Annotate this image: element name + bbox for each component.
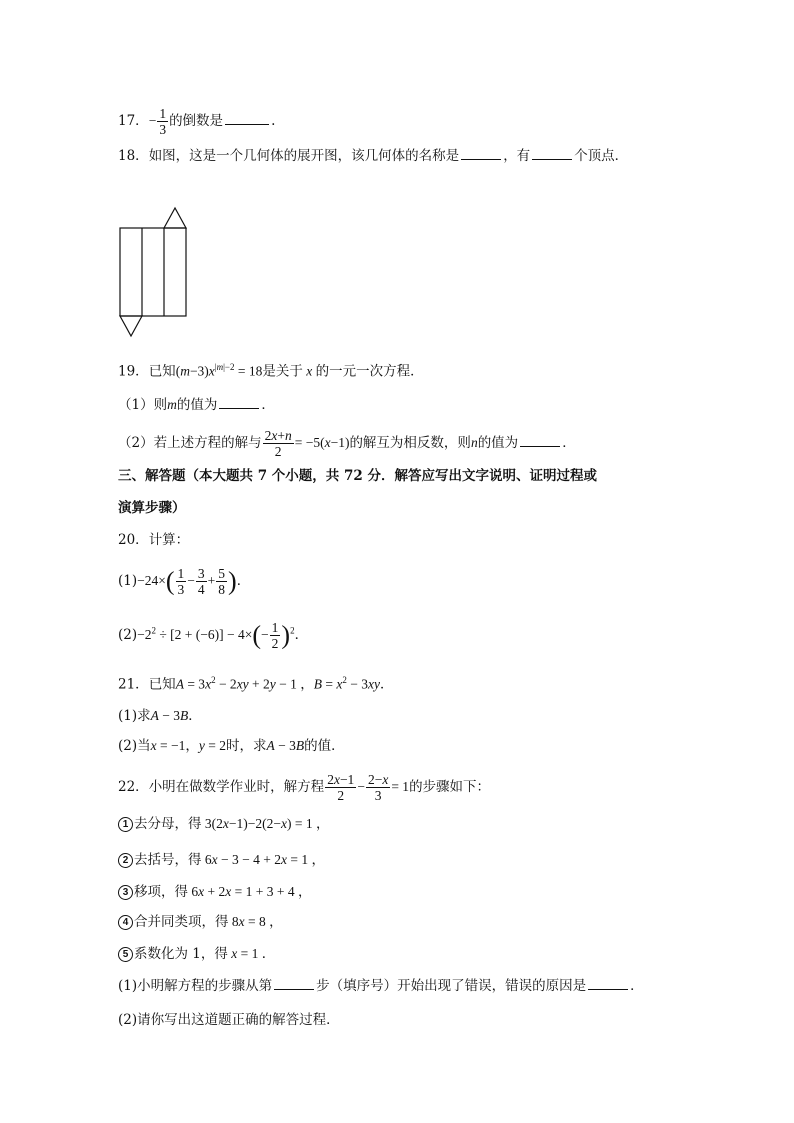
question-17: 17．− $\frac{1}{3}$ 的倒数是 . <box>118 106 276 137</box>
question-19: 19．已知$(m-3)x^{|m|-2} = 18$是关于 x 的一元一次方程． <box>118 362 424 380</box>
question-19-part-1: （1）则m的值为 ． <box>118 397 275 413</box>
question-21-part-2: (2)当x = −1，y = 2时，求A − 3B的值． <box>118 738 345 754</box>
question-22: 22．小明在做数学作业时，解方程 $\frac{2x-1}{2}$ − $\frac{2-x}{3}$ = 1的步骤如下： <box>118 772 491 803</box>
answer-blank[interactable] <box>532 147 572 160</box>
question-20-part-2: $(2)-2^2 \div [2 + (-6)] - 4\times(-$ $\frac{1}{2}$ )$^2$． <box>118 620 309 651</box>
step-3: 3 移项，得 6x + 2x = 1 + 3 + 4 ， <box>118 882 311 902</box>
step-4: 4 合并同类项，得 8x = 8 ， <box>118 912 283 932</box>
net-rectangles <box>120 228 186 316</box>
answer-blank[interactable] <box>225 112 269 125</box>
question-18: 18．如图，这是一个几何体的展开图，该几何体的名称是 ，有 个顶点． <box>118 148 629 164</box>
question-22-part-1: (1)小明解方程的步骤从第 步（填序号）开始出现了错误，错误的原因是 ． <box>118 978 644 994</box>
step-1: 1 去分母，得 3(2x−1)−2(2−x) = 1 ， <box>118 814 329 834</box>
answer-blank[interactable] <box>588 977 628 990</box>
bottom-triangle <box>120 316 142 336</box>
question-20-part-1: (1)−24×( $\frac{1}{3}$ − $\frac{3}{4}$ + $\frac{5}{8}$ )． <box>118 566 251 597</box>
question-19-part-2: （2）若上述方程的解与 $\frac{2x+n}{2}$ = −5(x−1)的解互为相反数，则n的值为 ． <box>118 428 576 459</box>
answer-blank[interactable] <box>461 147 501 160</box>
question-21: 21．已知$A = 3x^2 - 2xy + 2y - 1$ ，$B = x^2 - 3xy$． <box>118 675 394 693</box>
question-22-part-2: (2)请你写出这道题正确的解答过程． <box>118 1012 340 1028</box>
prism-net-figure <box>118 206 190 338</box>
section-3-heading: 三、解答题（本大题共 7 个小题，共 72 分．解答应写出文字说明、证明过程或 <box>118 468 597 484</box>
answer-blank[interactable] <box>520 434 560 447</box>
top-triangle <box>164 208 186 228</box>
question-21-part-1: (1)求A − 3B． <box>118 708 202 724</box>
step-2: 2 去括号，得 6x − 3 − 4 + 2x = 1 ， <box>118 850 325 870</box>
section-3-heading-cont: 演算步骤） <box>118 500 186 516</box>
question-20: 20．计算： <box>118 532 190 548</box>
step-5: 5 系数化为 1，得 x = 1 ． <box>118 944 275 964</box>
answer-blank[interactable] <box>274 977 314 990</box>
answer-blank[interactable] <box>219 396 259 409</box>
fraction-one-third: $\frac{1}{3}$ <box>159 106 167 137</box>
